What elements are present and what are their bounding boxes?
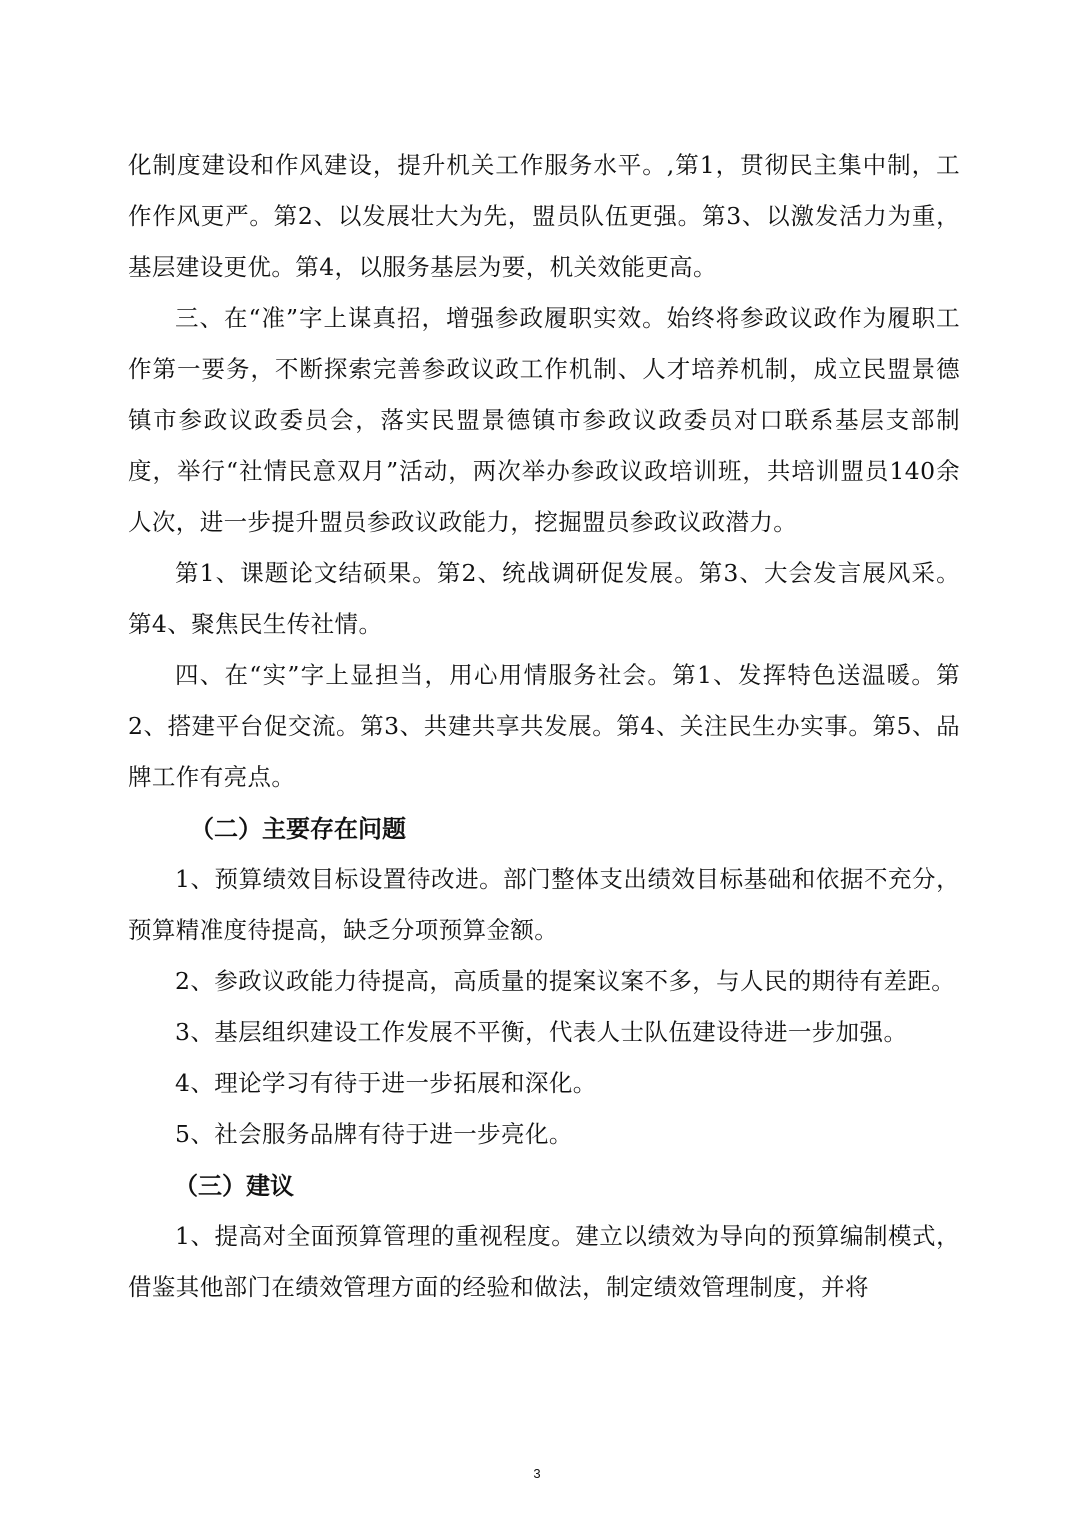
- document-body: [128, 140, 960, 1313]
- paragraph-section-three: 三、在“准”字上谋真招，增强参政履职实效。始终将参政议政作为履职工作第一要务，不断探索完善参政议政工作机制、人才培养机制，成立民盟景德镇市参政议政委员会，落实民盟景德镇市参政议政委员对口联系基层支部制度，举行“社情民意双月”活动，两次举办参政议政培训班，共培训盟员140余人次，进一步提升盟员参政议政能力，挖掘盟员参政议政潜力。: [128, 304, 960, 536]
- heading-suggestions: （三）建议: [174, 1171, 294, 1200]
- problem-item: 5、社会服务品牌有待于进一步亮化。: [175, 1120, 573, 1148]
- suggestion-item: 1、提高对全面预算管理的重视程度。建立以绩效为导向的预算编制模式，借鉴其他部门在绩效管理方面的经验和做法，制定绩效管理制度，并将: [128, 1222, 960, 1301]
- problem-item: 2、参政议政能力待提高，高质量的提案议案不多，与人民的期待有差距。: [175, 967, 956, 995]
- heading-main-problems: （二）主要存在问题: [190, 814, 406, 843]
- page-number: 3: [533, 1466, 541, 1481]
- problem-item: 3、基层组织建设工作发展不平衡，代表人士队伍建设待进一步加强。: [175, 1018, 908, 1046]
- problem-item: 4、理论学习有待于进一步拓展和深化。: [175, 1069, 597, 1097]
- paragraph-continuation: 化制度建设和作风建设，提升机关工作服务水平。,第1，贯彻民主集中制，工作作风更严。第2、以发展壮大为先，盟员队伍更强。第3、以激发活力为重，基层建设更优。第4，以服务基层为要，机关效能更高。: [128, 151, 960, 281]
- paragraph-achievements: 第1、课题论文结硕果。第2、统战调研促发展。第3、大会发言展风采。第4、聚焦民生传社情。: [128, 559, 960, 638]
- paragraph-section-four: 四、在“实”字上显担当，用心用情服务社会。第1、发挥特色送温暖。第2、搭建平台促交流。第3、共建共享共发展。第4、关注民生办实事。第5、品牌工作有亮点。: [128, 661, 960, 791]
- problem-item: 1、预算绩效目标设置待改进。部门整体支出绩效目标基础和依据不充分，预算精准度待提高，缺乏分项预算金额。: [128, 865, 960, 944]
